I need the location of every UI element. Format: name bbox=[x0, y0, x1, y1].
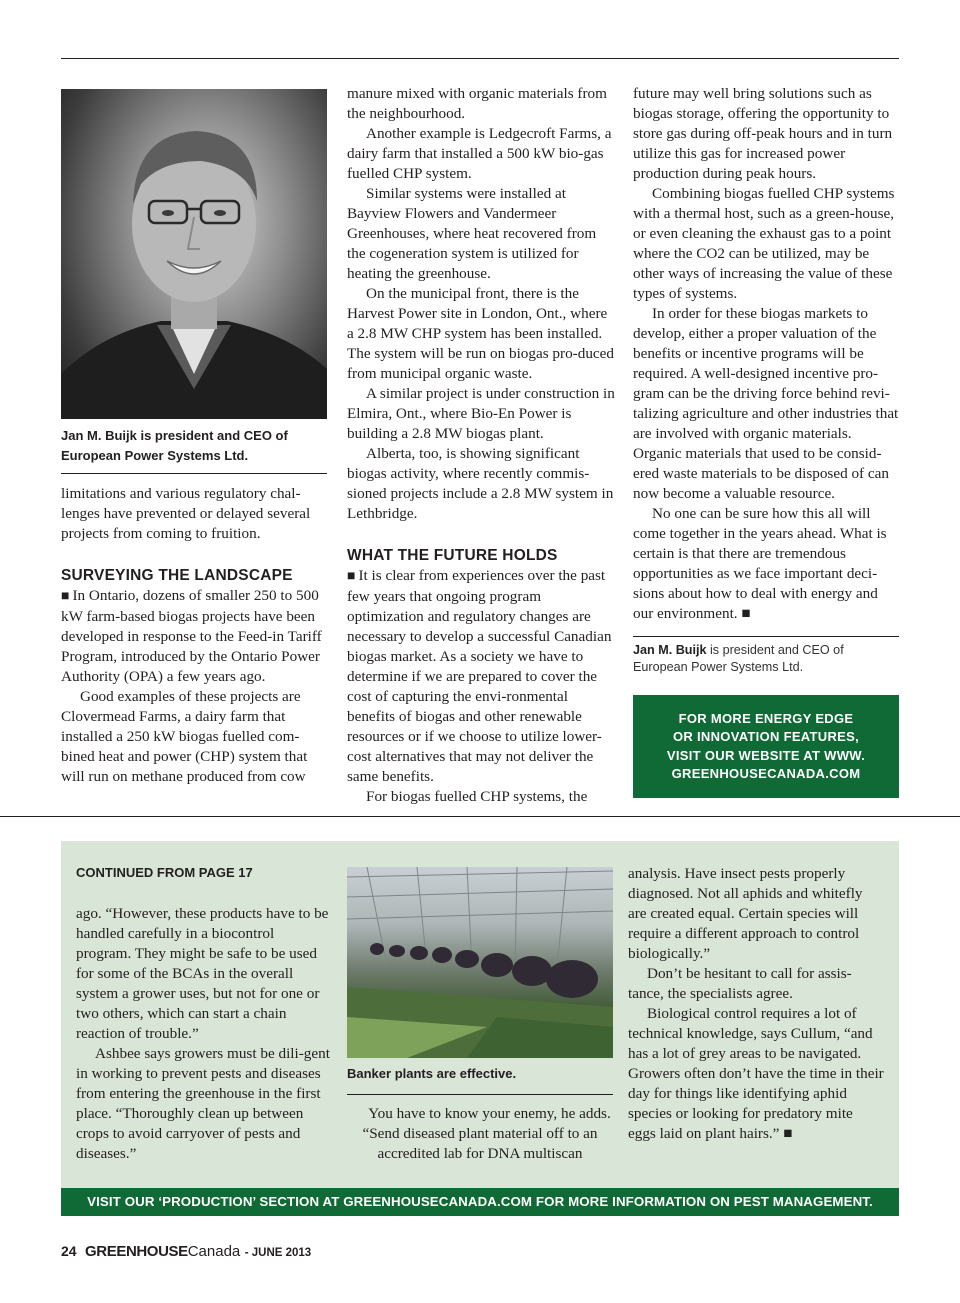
caption-rule bbox=[61, 473, 327, 474]
author-portrait bbox=[61, 89, 327, 419]
promo-line: OR INNOVATION FEATURES, bbox=[672, 729, 859, 744]
end-mark-icon: ■ bbox=[741, 605, 751, 622]
website-promo-box[interactable] bbox=[633, 695, 899, 798]
brand-light: Canada bbox=[187, 1243, 241, 1260]
paragraph: In order for these biogas markets to develop, either a proper valuation of the benefits or incentive programs will be required. A well-designed incentive pro-gram can be the driving force behind revi-talizing agriculture and other industries that are involved with organic materials. Organic materials that used to be consid-ered waste materials to be disposed of can now become a valuable resource. bbox=[633, 305, 899, 502]
paragraph: For biogas fuelled CHP systems, the bbox=[366, 788, 588, 805]
greenhouse-photo bbox=[347, 867, 613, 1058]
portrait-caption-line: Jan M. Buijk is president and CEO of bbox=[61, 428, 288, 443]
column-1 bbox=[61, 484, 327, 787]
bio-rule bbox=[633, 636, 899, 637]
page-number: 24 bbox=[61, 1243, 77, 1259]
paragraph: manure mixed with organic materials from the neighbourhood. bbox=[347, 85, 607, 122]
paragraph: Another example is Ledgecroft Farms, a dairy farm that installed a 500 kW bio-gas fuelled CHP system. bbox=[347, 125, 612, 182]
paragraph: analysis. Have insect pests properly diagnosed. Not all aphids and whitefly are created equal. Certain species will require a different approach to control biologically.” bbox=[628, 865, 863, 962]
greenhouse-photo-illustration bbox=[347, 867, 613, 1058]
photo-caption-rule bbox=[347, 1094, 613, 1095]
paragraph: Similar systems were installed at Bayview Flowers and Vandermeer Greenhouses, where heat recovered from the cogeneration system is utilized for heating the greenhouse. bbox=[347, 185, 597, 282]
end-mark-icon: ■ bbox=[783, 1125, 793, 1142]
paragraph: ■ In Ontario, dozens of smaller 250 to 500 kW farm-based biogas projects have been developed in response to the Feed-in Tariff Program, introduced by the Ontario Power Authority (OPA) a few years ago. bbox=[61, 587, 322, 685]
paragraph: Good examples of these projects are Clovermead Farms, a dairy farm that installed a 250 kW biogas fuelled com-bined heat and power (CHP) system that will run on methane produced from cow bbox=[61, 688, 308, 785]
paragraph: ■ It is clear from experiences over the past few years that ongoing program optimization and regulatory changes are necessary to develop a successful Canadian biogas market. As a society we have to determine if we are prepared to cover the cost of capturing the envi-ronmental benefits of biogas and other renewable resources or if we choose to utilize lower-cost alternatives that may not deliver the same benefits. bbox=[347, 567, 612, 785]
paragraph: A similar project is under construction in Elmira, Ont., where Bio-En Power is building a 2.8 MW biogas plant. bbox=[347, 385, 615, 442]
greenhouse-photo-caption: Banker plants are effective. bbox=[347, 1066, 517, 1081]
promo-line: GREENHOUSECANADA.COM bbox=[671, 766, 861, 781]
panel-column-left bbox=[76, 904, 330, 1164]
brand-bold: GREENHOUSE bbox=[85, 1243, 188, 1260]
square-bullet-icon: ■ bbox=[61, 589, 70, 604]
issue-date: - JUNE 2013 bbox=[244, 1247, 312, 1259]
promo-line: FOR MORE ENERGY EDGE bbox=[678, 710, 854, 726]
continued-label: CONTINUED FROM PAGE 17 bbox=[76, 865, 253, 880]
square-bullet-icon: ■ bbox=[347, 569, 356, 584]
bio-text: is president and CEO of European Power Systems Ltd. bbox=[633, 643, 844, 674]
paragraph: Combining biogas fuelled CHP systems with a thermal host, such as a green-house, or even cleaning the exhaust gas to a point where the CO2 can be utilized, may be other ways of increasing the value of these types of systems. bbox=[633, 185, 895, 302]
paragraph: Biological control requires a lot of technical knowledge, says Cullum, “and has a lot of grey areas to be navigated. Growers often don’t have the time in their day for things like identifying aphid species or looking for predatory mite eggs laid on plant hairs.” ■ bbox=[628, 1005, 884, 1142]
paragraph: Don’t be hesitant to call for assis-tance, the specialists agree. bbox=[628, 965, 852, 1002]
paragraph: Ashbee says growers must be dili-gent in working to prevent pests and diseases from entering the greenhouse in the first place. “Thoroughly clean up between crops to avoid carryover of pests and diseases.” bbox=[76, 1045, 330, 1162]
paragraph: Alberta, too, is showing significant biogas activity, where recently commis-sioned projects include a 2.8 MW system in Lethbridge. bbox=[347, 445, 614, 522]
paragraph: On the municipal front, there is the Harvest Power site in London, Ont., where a 2.8 MW CHP system has been installed. The system will be run on biogas pro-duced from municipal organic waste. bbox=[347, 285, 614, 382]
section-divider bbox=[0, 816, 960, 817]
paragraph: You have to know your enemy, he adds. “Send diseased plant material off to an accredited lab for DNA multiscan bbox=[362, 1105, 611, 1162]
portrait-caption-line: European Power Systems Ltd. bbox=[61, 448, 249, 463]
portrait-caption bbox=[61, 426, 327, 466]
panel-column-middle bbox=[347, 1104, 613, 1164]
page-footer bbox=[61, 1243, 311, 1261]
paragraph: future may well bring solutions such as biogas storage, offering the opportunity to store gas during off-peak hours and in turn utilize this gas for increased power production during peak hours. bbox=[633, 85, 893, 182]
pest-management-link-band[interactable]: VISIT OUR ‘PRODUCTION’ SECTION AT GREENHOUSECANADA.COM FOR MORE INFORMATION ON PEST MANAGEMENT. bbox=[61, 1188, 899, 1216]
author-portrait-illustration bbox=[61, 89, 327, 419]
paragraph: ago. “However, these products have to be handled carefully in a biocontrol program. They might be safe to be used for some of the BCAs in the overall system a grower uses, but not for one or two others, which can start a chain reaction of trouble.” bbox=[76, 905, 329, 1042]
column-2 bbox=[347, 84, 615, 807]
author-bio bbox=[633, 642, 899, 676]
top-rule bbox=[61, 58, 899, 59]
section-heading: WHAT THE FUTURE HOLDS bbox=[347, 547, 558, 564]
column-3 bbox=[633, 84, 899, 624]
bio-name: Jan M. Buijk bbox=[633, 643, 707, 657]
promo-line: VISIT OUR WEBSITE AT WWW. bbox=[666, 747, 866, 763]
panel-column-right bbox=[628, 864, 884, 1144]
paragraph: No one can be sure how this all will come together in the years ahead. What is certain is that there are tremendous opportunities as we face important deci-sions about how to deal with energy and our environment. ■ bbox=[633, 505, 887, 622]
section-heading: SURVEYING THE LANDSCAPE bbox=[61, 567, 293, 584]
paragraph: limitations and various regulatory chal-lenges have prevented or delayed several projects from coming to fruition. bbox=[61, 485, 311, 542]
